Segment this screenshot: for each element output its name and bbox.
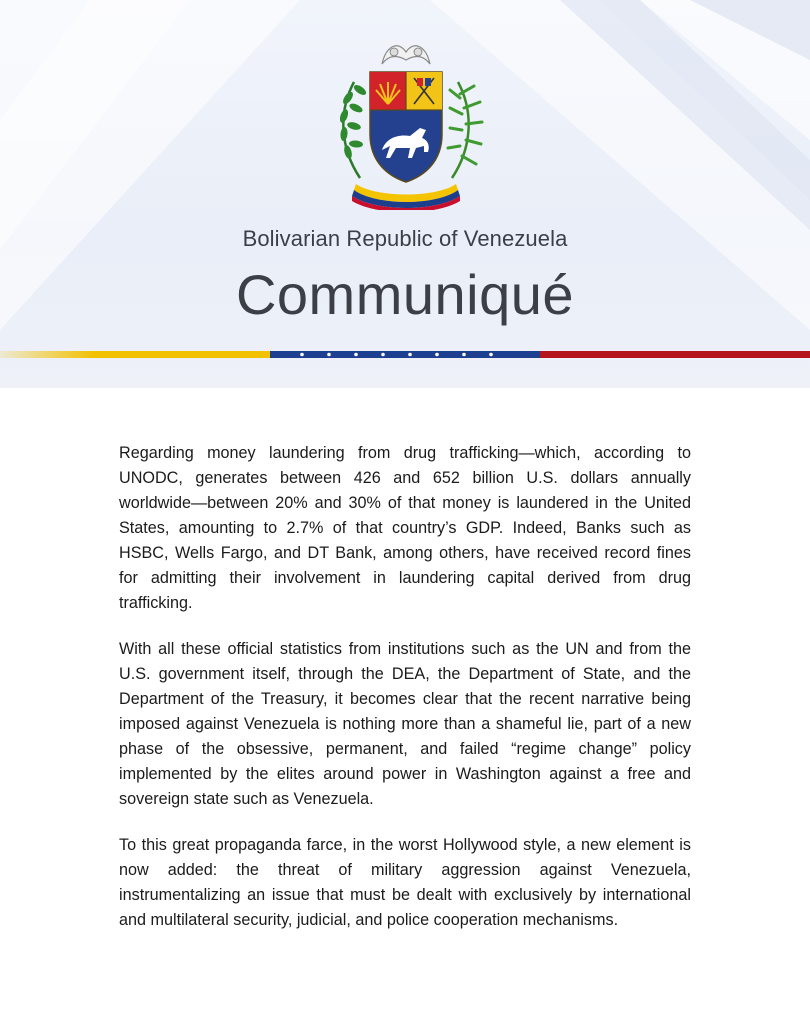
paragraph-3: To this great propaganda farce, in the worst Hollywood style, a new element is now added: the threat of military aggression against Venezuela, instrumentalizing an issue that must be dealt with exclusively by international and multilateral security, judicial, and police cooperation mechanisms. <box>119 836 691 929</box>
paragraph-1: Regarding money laundering from drug trafficking—which, according to UNODC, generates between 426 and 652 billion U.S. dollars annually worldwide—between 20% and 30% of that money is laundered in the United States, amounting to 2.7% of that country’s GDP. Indeed, Banks such as HSBC, Wells Fargo, and DT Bank, among others, have received record fines for admitting their involvement in laundering capital derived from drug trafficking. <box>119 444 691 612</box>
flag-stripe <box>0 348 810 362</box>
page-title: Communiqué <box>235 263 575 326</box>
venezuela-coat-of-arms-icon <box>326 38 486 210</box>
communique-header <box>0 0 810 388</box>
communique-body <box>119 441 691 954</box>
country-name: Bolivarian Republic of Venezuela <box>242 226 568 251</box>
paragraph-2: With all these official statistics from institutions such as the UN and from the U.S. government itself, through the DEA, the Department of State, and the Department of the Treasury, it becomes clear that the recent narrative being imposed against Venezuela is nothing more than a shameful lie, part of a new phase of the obsessive, permanent, and failed “regime change” policy implemented by the elites around power in Washington against a free and sovereign state such as Venezuela. <box>119 640 691 808</box>
